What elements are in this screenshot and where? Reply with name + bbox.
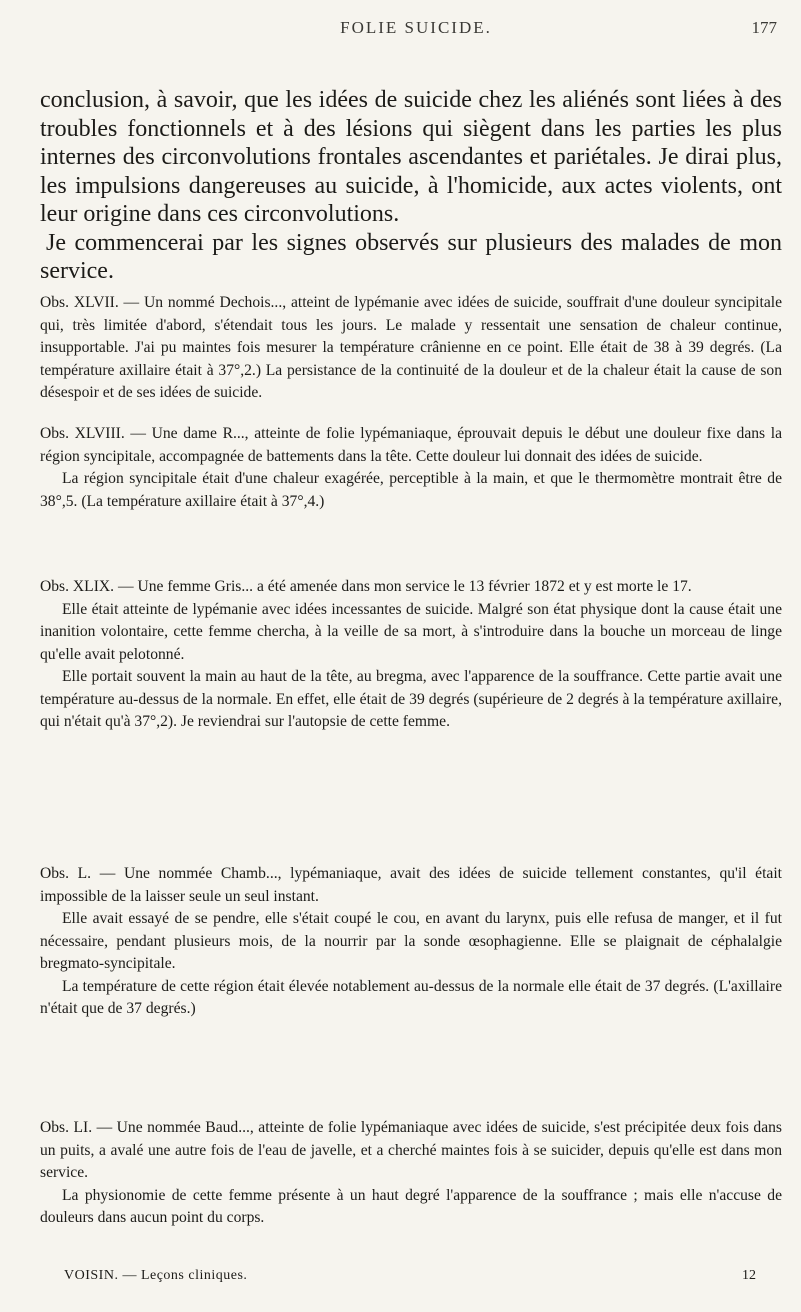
observation-xlvii (40, 292, 782, 405)
running-head (0, 16, 801, 42)
page-number: 177 (751, 18, 777, 37)
intro-text (40, 86, 782, 286)
observation-paragraph: Obs. XLIX. — Une femme Gris... a été amenée dans mon service le 13 février 1872 et y est morte le 17. (40, 578, 692, 595)
observation-paragraph: La région syncipitale était d'une chaleur exagérée, perceptible à la main, et que le thermomètre montrait être de 38°,5. (La température axillaire était à 37°,4.) (40, 470, 782, 510)
running-title: FOLIE SUICIDE. (340, 18, 492, 37)
observation-l (40, 863, 782, 1021)
intro-paragraph: Je commencerai par les signes observés sur plusieurs des malades de mon service. (40, 229, 782, 284)
observation-paragraph: La physionomie de cette femme présente à un haut degré l'apparence de la souffrance ; mais elle n'accuse de douleurs dans aucun point du corps. (40, 1186, 782, 1226)
observation-xlix (40, 576, 782, 734)
observation-paragraph: La température de cette région était élevée notablement au-dessus de la normale elle était de 37 degrés. (L'axillaire n'était que de 37 degrés.) (40, 977, 782, 1017)
signature-line (64, 1268, 782, 1290)
observation-paragraph: Obs. XLVII. — Un nommé Dechois..., atteint de lypémanie avec idées de suicide, souffrait d'une douleur syncipitale qui, très limitée d'abord, s'étendait tous les jours. Le malade y ressentait une sensation de chaleur continue, insupportable. J'ai pu maintes fois mesurer la température crânienne en ce point. Elle était de 38 à 39 degrés. (La température axillaire était à 37°,2.) La persistance de la continuité de la douleur et de la chaleur était la cause de son désespoir et de ses idées de suicide. (40, 294, 782, 401)
intro-paragraph: conclusion, à savoir, que les idées de suicide chez les aliénés sont liées à des troubles fonctionnels et à des lésions qui siègent dans les parties les plus internes des circonvolutions frontales ascendantes et pariétales. Je dirai plus, les impulsions dangereuses au suicide, à l'homicide, aux actes violents, ont leur origine dans ces circonvolutions. (40, 87, 782, 227)
observation-paragraph: Obs. LI. — Une nommée Baud..., atteinte de folie lypémaniaque avec idées de suicide, s'est précipitée deux fois dans un puits, a avalé une autre fois de l'eau de javelle, et a cherché maintes fois à se suicider, depuis qu'elle est dans mon service. (40, 1119, 782, 1181)
observation-paragraph: Elle portait souvent la main au haut de la tête, au bregma, avec l'apparence de la souffrance. Cette partie avait une température au-dessus de la normale. En effet, elle était de 39 degrés (supérieure de 2 degrés à la température axillaire, qui n'était qu'à 37°,2). Je reviendrai sur l'autopsie de cette femme. (40, 668, 782, 730)
observation-paragraph: Elle avait essayé de se pendre, elle s'était coupé le cou, en avant du larynx, puis elle refusa de manger, et il fut nécessaire, pendant plusieurs mois, de la nourrir par la sonde œsophagienne. Elle se plaignait de céphalalgie bregmato-syncipitale. (40, 910, 782, 972)
signature-mark: VOISIN. — Leçons cliniques. (64, 1268, 248, 1283)
observation-xlviii (40, 423, 782, 513)
observation-paragraph: Obs. XLVIII. — Une dame R..., atteinte de folie lypémaniaque, éprouvait depuis le début une douleur fixe dans la région syncipitale, accompagnée de battements dans la tête. Cette douleur lui donnait des idées de suicide. (40, 425, 782, 465)
observation-li (40, 1117, 782, 1230)
observation-paragraph: Obs. L. — Une nommée Chamb..., lypémaniaque, avait des idées de suicide tellement constantes, qu'il était impossible de la laisser seule un seul instant. (40, 865, 782, 905)
observation-paragraph: Elle était atteinte de lypémanie avec idées incessantes de suicide. Malgré son état physique dont la cause était une inanition volontaire, cette femme chercha, à la veille de sa mort, à s'introduire dans la bouche un morceau de linge qu'elle avait pelotonné. (40, 600, 782, 663)
signature-number: 12 (742, 1268, 756, 1283)
